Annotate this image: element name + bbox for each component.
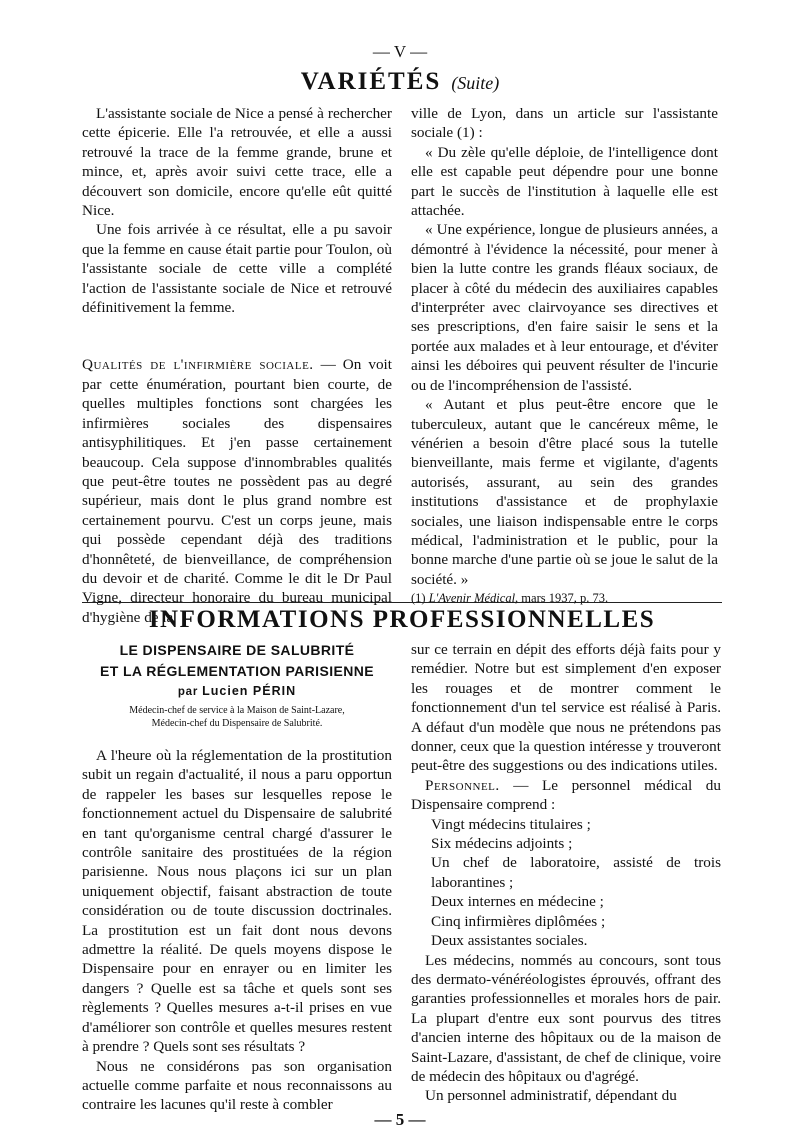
varietes-column-left — [82, 104, 392, 627]
paragraph: L'assistante sociale de Nice a pensé à rechercher cette épicerie. Elle l'a retrouvée, et elle a aussi retrouvé la trace de la femme grande, brune et mince, et, après avoir suivi cette trace, elle a découvert son domicile, encore qu'elle eût quitté Nice. — [82, 105, 392, 220]
paragraph: Nous ne considérons pas son organisation actuelle comme parfaite et nous reconnaissons au contraire les lacunes qu'il reste à combler — [82, 1057, 392, 1114]
paragraph: Un personnel administratif, dépendant du — [425, 1087, 677, 1105]
article-column-right — [411, 640, 721, 1106]
list-item: Un chef de laboratoire, assisté de trois laborantines ; — [431, 854, 721, 891]
list-item: Cinq infirmières diplômées ; — [431, 912, 606, 930]
quote-paragraph: « Une expérience, longue de plusieurs années, a démontré à l'évidence la nécessité, pour mener à bien la lutte contre les grands fléaux sociaux, de placer à côté du médecin des auxiliaires capables d'interpréter avec clairvoyance ses directives et ses prescriptions, d'en faire saisir le sens et la portée aux malades et à leur entourage, et d'éviter ainsi les déboires qui peuvent résulter de l'incurie ou de l'incompréhension de l'assisté. — [411, 221, 718, 394]
author-name: Lucien PÉRIN — [202, 684, 297, 698]
section-heading — [0, 68, 800, 96]
footnote-source: L'Avenir Médical — [428, 591, 516, 606]
section-suite: (Suite) — [451, 73, 500, 93]
article-column-left — [82, 746, 392, 1115]
paragraph-with-heading: Personnel. — Le personnel médical du Dispensaire comprend : — [411, 776, 721, 814]
article-byline: par Lucien PÉRIN — [177, 684, 297, 698]
list-item: Six médecins adjoints ; — [431, 835, 573, 853]
article-title: LE DISPENSAIRE DE SALUBRITÉ ET LA RÉGLEMENTATION PARISIENNE — [100, 642, 374, 679]
footnote: (1) L'Avenir Médical, mars 1937, p. 73. — [411, 591, 609, 606]
list-item: Deux assistantes sociales. — [431, 932, 588, 950]
section-divider — [82, 602, 722, 603]
varietes-column-right — [411, 104, 718, 609]
informations-title: INFORMATIONS PROFESSIONNELLES — [148, 606, 656, 633]
paragraph: sur ce terrain en dépit des efforts déjà faits pour y remédier. Notre but est simplement d'en exposer les rouages et de montrer comment le fonctionnement d'un tel service est réalisé à Paris. A défaut d'un modèle que nous ne prétendons pas donner, ceux que la question intéresse y trouveront peut-être des suggestions ou des indications utiles. — [411, 641, 721, 775]
subheading: Qualités de l'infirmière sociale. — [82, 356, 314, 374]
author-affiliation: Médecin-chef de service à la Maison de Saint-Lazare, Médecin-chef du Dispensaire de Salubrité. — [129, 705, 345, 729]
section-title: VARIÉTÉS — [300, 68, 442, 95]
paragraph-with-heading: Qualités de l'infirmière sociale. — On voit par cette énumération, pourtant bien courte, de quelles multiples fonctions sont chargées les infirmières sociales des dispensaires antisyphilitiques. Et j'en passe certainement beaucoup. Cela suppose d'innombrables qualités que peut-être toutes ne possèdent pas au degré supérieur, mais dont le plus grand nombre est certainement pourvu. C'est un corps jeune, mais qui possède cependant déjà des traditions d'honnêteté, de bienveillance, de compréhension du devoir et de charité. Comme le dit le Dr Paul Vigne, directeur honoraire du bureau municipal d'hygiène de la — [82, 356, 392, 626]
quote-paragraph: « Du zèle qu'elle déploie, de l'intelligence dont elle est capable peut dépendre pour une bonne part le succès de l'institution à laquelle elle est attachée. — [411, 143, 718, 220]
list-item: Deux internes en médecine ; — [431, 893, 604, 911]
quote-paragraph: « Autant et plus peut-être encore que le tuberculeux, autant que le cancéreux même, le vénérien a besoin d'être placé sous la tutelle bienveillante, mais ferme et vigilante, d'agents autorisés, assurant, au sein des grandes institutions d'assistance et de prophylaxie sociales, une liaison indispensable entre le corps médical, l'administration et le public, pour la bonne marche d'une partie où se joue le salut de la société. » — [411, 396, 718, 588]
page-number: — 5 — — [374, 1110, 426, 1129]
paragraph: ville de Lyon, dans un article sur l'assistante sociale (1) : — [411, 105, 718, 142]
paragraph: Les médecins, nommés au concours, sont tous des dermato-vénéréologistes éprouvés, offrant des garanties professionnelles et morales hors de pair. La plupart d'entre eux sont pourvus des titres d'ancien interne des hôpitaux ou de la maison de Saint-Lazare, d'assistant, de chef de clinique, voire de médecin des hôpitaux ou d'agrégé. — [411, 951, 721, 1085]
list-item: Vingt médecins titulaires ; — [431, 815, 591, 833]
subheading: Personnel. — [425, 776, 500, 794]
roman-page-number: — V — — [372, 42, 428, 61]
paragraph: Une fois arrivée à ce résultat, elle a pu savoir que la femme en cause était partie pour Toulon, où l'assistante sociale de cette ville a complété l'action de l'assistante sociale de Nice et retrouvé définitivement la femme. — [82, 221, 392, 317]
paragraph: A l'heure où la réglementation de la prostitution subit un regain d'actualité, il nous a paru opportun de rappeler les bases sur lesquelles repose le fonctionnement actuel du Dispensaire de salubrité en tant qu'organisme central chargé d'assurer le contrôle sanitaire des prostituées de la région parisienne. Nous nous plaçons ici sur un plan uniquement objectif, faisant abstraction de toute considération ou de toute discussion doctrinales. La prostitution est un fait dont nous devons admettre la réalité. De quels moyens dispose le Dispensaire pour en enrayer ou en limiter les dangers ? Quelle est sa tâche et quels sont ses règlements ? Quelles mesures a-t-il prises en vue d'améliorer son contrôle et quelles mesures restent à prendre ? Quels sont ses résultats ? — [82, 747, 392, 1056]
